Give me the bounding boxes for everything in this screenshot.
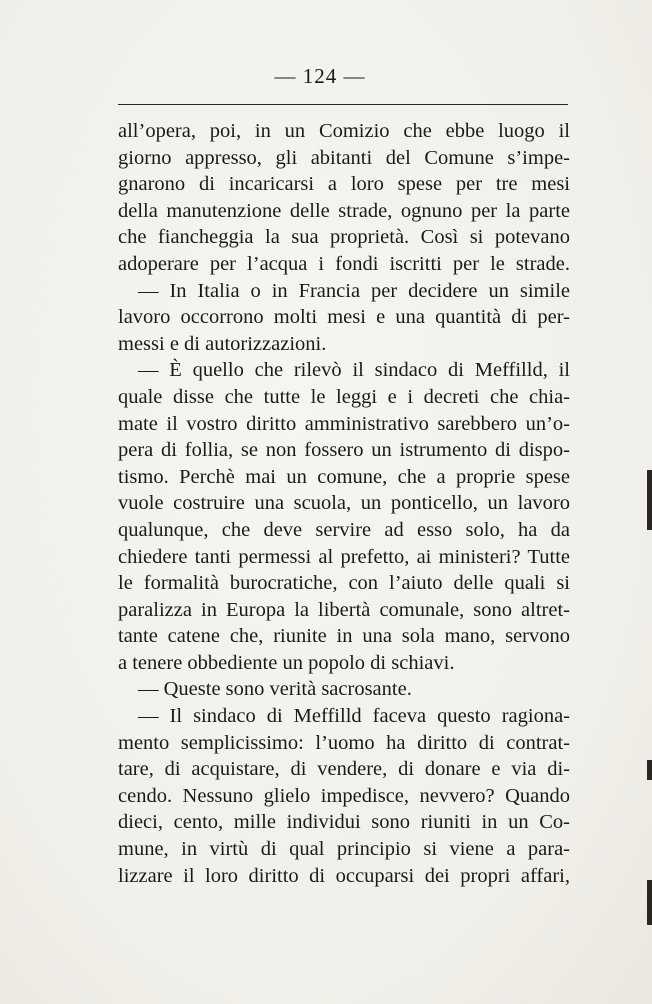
text-line: cendo. Nessuno glielo impedisce, nevvero? Quando	[118, 784, 570, 807]
body-text	[118, 118, 570, 889]
text-line: — In Italia o in Francia per decidere un simile	[138, 279, 570, 302]
text-line: — È quello che rilevò il sindaco di Meffilld, il	[138, 359, 570, 382]
text-line: vuole costruire una scuola, un ponticello, un lavoro	[118, 492, 570, 515]
text-line: paralizza in Europa la libertà comunale, sono altret-	[118, 598, 570, 621]
text-line: messi e di autorizzazioni.	[118, 332, 327, 355]
text-line: lavoro occorrono molti mesi e una quantità di per-	[118, 306, 570, 329]
page-edge-shadow	[647, 760, 652, 780]
text-line: gnarono di incaricarsi a loro spese per tre mesi	[118, 173, 570, 196]
text-line: tare, di acquistare, di vendere, di donare e via di-	[118, 758, 570, 781]
text-line: che fiancheggia la sua proprietà. Così si potevano	[118, 226, 570, 249]
text-line: chiedere tanti permessi al prefetto, ai ministeri? Tutte	[118, 545, 570, 568]
text-line: dieci, cento, mille individui sono riuniti in un Co-	[118, 811, 570, 834]
text-line: — Queste sono verità sacrosante.	[138, 678, 412, 701]
text-line: pera di follia, se non fossero un istrumento di dispo-	[118, 439, 570, 462]
text-line: quale disse che tutte le leggi e i decreti che chia-	[118, 385, 570, 408]
text-line: mune, in virtù di qual principio si viene a para-	[118, 838, 570, 861]
text-line: — Il sindaco di Meffilld faceva questo ragiona-	[138, 705, 570, 728]
text-line: della manutenzione delle strade, ognuno per la parte	[118, 199, 570, 222]
text-line: all’opera, poi, in un Comizio che ebbe luogo il	[118, 120, 570, 142]
text-line: tismo. Perchè mai un comune, che a proprie spese	[118, 465, 570, 488]
text-line: a tenere obbediente un popolo di schiavi.	[118, 651, 455, 674]
text-line: le formalità burocratiche, con l’aiuto delle quali si	[118, 572, 570, 595]
page-edge-shadow	[647, 880, 652, 925]
text-line: qualunque, che deve servire ad esso solo, ha da	[118, 518, 570, 541]
page-edge-shadow	[647, 470, 652, 530]
page-number: — 124 —	[274, 64, 366, 88]
text-line: lizzare il loro diritto di occuparsi dei propri affari,	[118, 864, 570, 887]
text-line: adoperare per l’acqua i fondi iscritti per le strade.	[118, 252, 570, 275]
header-rule	[118, 104, 568, 105]
text-line: giorno appresso, gli abitanti del Comune s’impe-	[118, 146, 570, 169]
text-line: tante catene che, riunite in una sola mano, servono	[118, 625, 570, 648]
text-line: mate il vostro diritto amministrativo sarebbero un’o-	[118, 412, 570, 435]
text-line: mento semplicissimo: l’uomo ha diritto di contrat-	[118, 731, 570, 754]
